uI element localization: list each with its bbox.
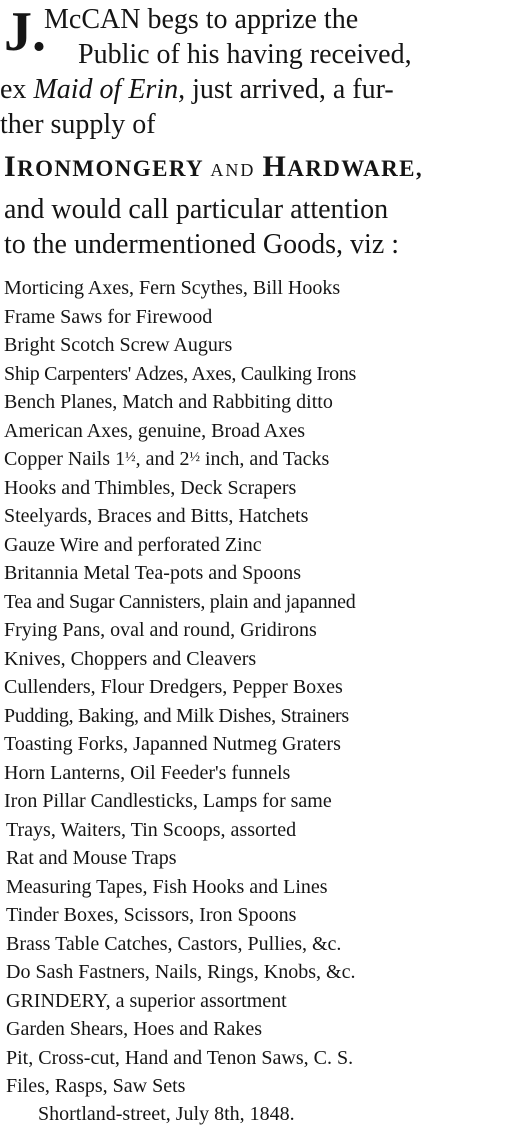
heading-initial-2: H <box>262 150 288 183</box>
intro-line-2: Public of his having received, <box>78 39 412 70</box>
goods-item: Frying Pans, oval and round, Gridirons <box>4 619 317 641</box>
goods-item: Frame Saws for Firewood <box>4 305 213 328</box>
dateline: Shortland-street, July 8th, 1848. <box>38 1103 295 1125</box>
goods-item-text: inch, and Tacks <box>199 448 330 470</box>
goods-item: American Axes, genuine, Broad Axes <box>4 419 306 442</box>
goods-item: Measuring Tapes, Fish Hooks and Lines <box>6 875 328 898</box>
goods-item: Iron Pillar Candlesticks, Lamps for same <box>4 790 332 812</box>
goods-item-text: Copper Nails 1 <box>4 448 126 470</box>
fraction: ½ <box>189 450 200 465</box>
goods-item: Bright Scotch Screw Augurs <box>4 334 233 356</box>
goods-item-text: , and 2 <box>135 448 190 470</box>
goods-item: Brass Table Catches, Castors, Pullies, &c. <box>6 932 342 955</box>
heading-word-2: ARDWARE, <box>287 156 424 181</box>
goods-item: Steelyards, Braces and Bitts, Hatchets <box>4 505 309 527</box>
intro-paragraph <box>0 2 511 142</box>
goods-item: Tea and Sugar Cannisters, plain and japanned <box>4 590 356 613</box>
intro-line-3-pre: ex <box>0 74 34 105</box>
intro-line-3-post: just arrived, a fur- <box>185 74 394 105</box>
goods-item: Ship Carpenters' Adzes, Axes, Caulking Irons <box>4 362 357 385</box>
intro-line-4: ther supply of <box>0 109 156 140</box>
goods-item: Tinder Boxes, Scissors, Iron Spoons <box>6 904 297 926</box>
callout-line-1: and would call particular attention <box>4 194 389 225</box>
goods-item: Toasting Forks, Japanned Nutmeg Graters <box>4 733 341 755</box>
goods-item: Rat and Mouse Traps <box>6 847 177 869</box>
goods-item: Pit, Cross-cut, Hand and Tenon Saws, C. S. <box>6 1046 354 1069</box>
heading-initial-1: I <box>4 150 18 183</box>
goods-item: Knives, Choppers and Cleavers <box>4 647 257 670</box>
goods-item: Trays, Waiters, Tin Scoops, assorted <box>6 818 297 841</box>
goods-item: Hooks and Thimbles, Deck Scrapers <box>4 476 297 499</box>
goods-list <box>0 274 511 1101</box>
goods-item: Files, Rasps, Saw Sets <box>6 1075 186 1097</box>
callout-paragraph <box>4 192 511 262</box>
goods-item: Cullenders, Flour Dredgers, Pepper Boxes <box>4 676 343 698</box>
goods-item: Pudding, Baking, and Milk Dishes, Strainers <box>4 704 349 727</box>
goods-item: Britannia Metal Tea-pots and Spoons <box>4 562 302 584</box>
goods-item: GRINDERY, a superior assortment <box>6 989 287 1012</box>
drop-cap: J. <box>4 1 46 63</box>
goods-item: Garden Shears, Hoes and Rakes <box>6 1018 263 1040</box>
goods-item: Bench Planes, Match and Rabbiting ditto <box>4 391 333 413</box>
goods-item: Morticing Axes, Fern Scythes, Bill Hooks <box>4 277 341 299</box>
heading-and: AND <box>210 160 256 180</box>
callout-line-2: to the undermentioned Goods, viz : <box>4 229 400 260</box>
goods-item <box>0 445 511 474</box>
goods-item: Gauze Wire and perforated Zinc <box>4 533 262 556</box>
section-heading <box>4 150 509 184</box>
fraction: ½ <box>125 450 136 465</box>
ship-name: Maid of Erin, <box>33 74 186 105</box>
heading-word-1: RONMONGERY <box>17 156 204 181</box>
goods-item: Do Sash Fastners, Nails, Rings, Knobs, &c. <box>6 961 356 983</box>
intro-line-1: McCAN begs to apprize the <box>44 4 359 35</box>
goods-item: Horn Lanterns, Oil Feeder's funnels <box>4 761 291 784</box>
